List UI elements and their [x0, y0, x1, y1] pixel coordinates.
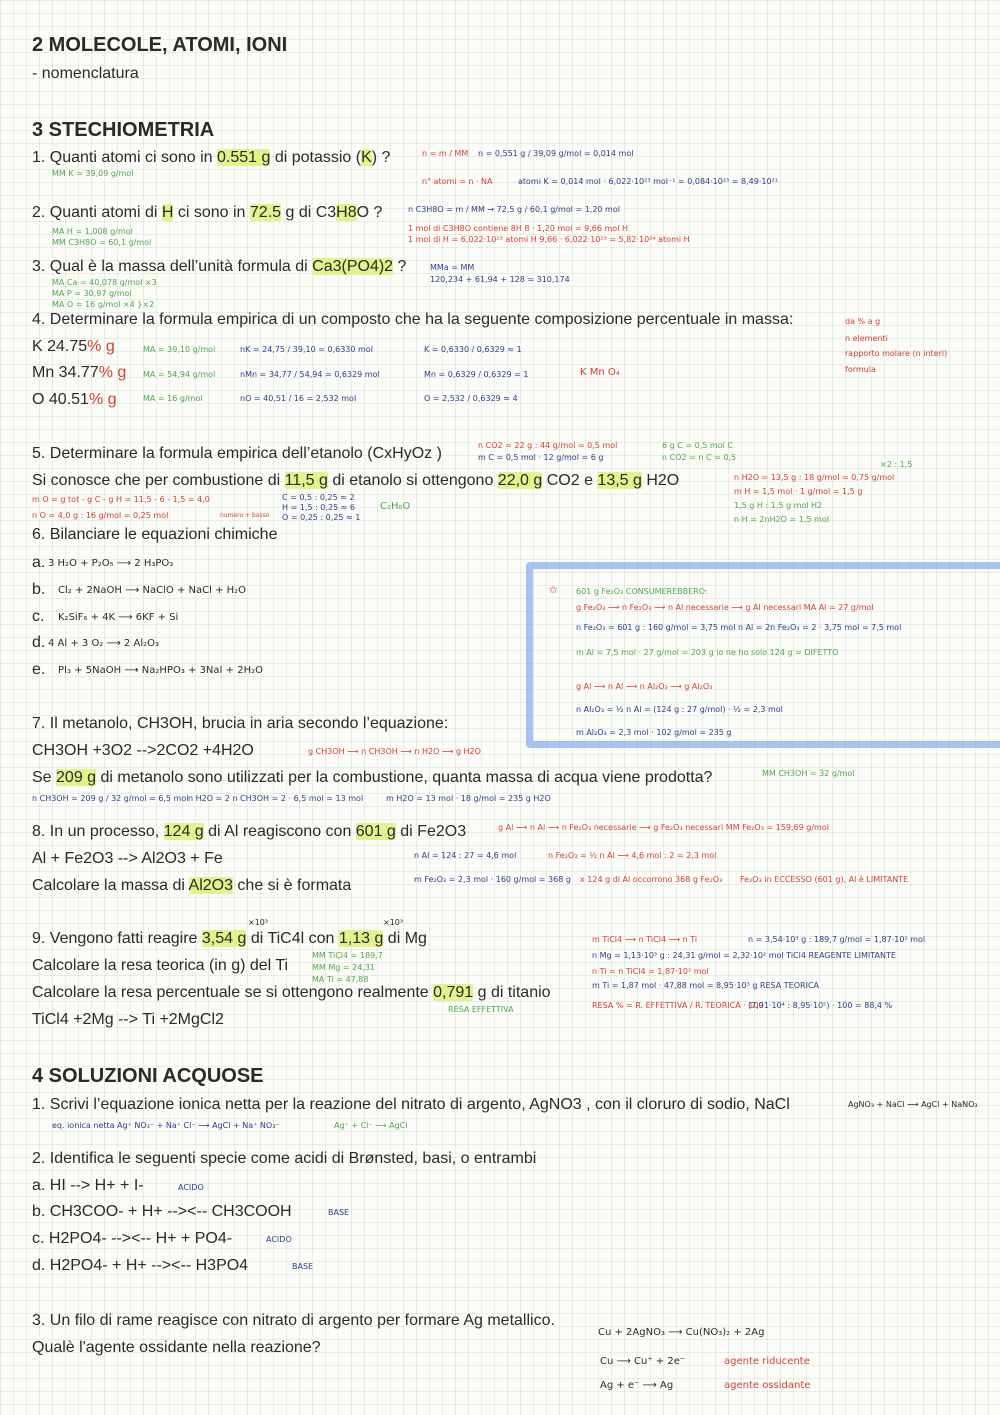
- q9-text-3: Calcolare la resa percentuale se si ottengono realmente 0,791 g di titanio: [32, 984, 551, 1001]
- q6-label-b: b.: [32, 581, 46, 598]
- q2-note: n C3H8O = m / MM → 72,5 g / 60,1 g/mol = 1,20 mol: [408, 205, 620, 214]
- q5-note: m O = g tot - g C - g H = 11,5 - 6 - 1,5 = 4,0: [32, 495, 210, 504]
- q4-note: MA = 39,10 g/mol: [143, 345, 216, 354]
- q7-text: 7. Il metanolo, CH3OH, brucia in aria secondo l’equazione:: [32, 715, 449, 732]
- q9-text-2: Calcolare la resa teorica (in g) del Ti: [32, 957, 289, 974]
- q2-note: MM C3H8O = 60,1 g/mol: [52, 238, 152, 247]
- q8-note: n Al = 124 : 27 = 4,6 mol: [414, 851, 517, 860]
- q9-note: n Ti = n TiCl4 = 1,87·10² mol: [592, 967, 709, 976]
- q6-equation-d: 4 Al + 3 O₂ ⟶ 2 Al₂O₃: [48, 638, 160, 649]
- q9-note: ×10³: [248, 918, 269, 927]
- q9-note: RESA % = R. EFFETTIVA / R. TEORICA · 100: [592, 1001, 764, 1010]
- q6-equation-c: K₂SiF₆ + 4K ⟶ 6KF + Si: [58, 612, 179, 623]
- q6-equation-a: 3 H₂O + P₂O₅ ⟶ 2 H₃PO₃: [48, 558, 174, 569]
- q5-note: ×2 : 1,5: [880, 460, 913, 469]
- q4-k: K 24.75% g: [32, 338, 115, 355]
- q9-note: RESA EFFETTIVA: [448, 1005, 514, 1014]
- s4-q2-c: c. H2PO4- --><-- H+ + PO4-: [32, 1230, 233, 1247]
- s4-q2-text: 2. Identifica le seguenti specie come acidi di Brønsted, basi, o entrambi: [32, 1150, 537, 1167]
- s4-q2-b: b. CH3COO- + H+ --><-- CH3COOH: [32, 1203, 292, 1220]
- q5-note: m C = 0,5 mol · 12 g/mol = 6 g: [478, 453, 604, 462]
- q9-note: MA Ti = 47,88: [312, 975, 369, 984]
- q5-note: m H = 1,5 mol · 1 g/mol = 1,5 g: [734, 487, 863, 496]
- s4-q3-note: agente riducente: [724, 1356, 810, 1367]
- q1-text: 1. Quanti atomi ci sono in 0.551 g di potassio (K) ?: [32, 149, 391, 166]
- q4-note: nO = 40,51 / 16 = 2,532 mol: [240, 394, 357, 403]
- s4-q2-tag: ACIDO: [178, 1183, 204, 1192]
- q5-text: 5. Determinare la formula empirica dell’etanolo (CxHyOz ): [32, 445, 442, 462]
- q7-note: g CH3OH ⟶ n CH3OH ⟶ n H2O ⟶ g H2O: [308, 747, 481, 756]
- s4-q3-note: Ag + e⁻ ⟶ Ag: [600, 1380, 674, 1391]
- s4-q2-a: a. HI --> H+ + I-: [32, 1177, 144, 1194]
- s4-q1-note: Ag⁺ + Cl⁻ ⟶ AgCl: [334, 1121, 408, 1130]
- q7-note: MM CH3OH = 32 g/mol: [762, 769, 855, 778]
- s4-q1-text: 1. Scrivi l’equazione ionica netta per la reazione del nitrato di argento, AgNO3 , con il cloruro di sodio, NaCl: [32, 1096, 790, 1113]
- q9-note: ×10³: [383, 918, 404, 927]
- section-2-subtitle: - nomenclatura: [32, 65, 139, 82]
- box-note: g Fe₂O₃ ⟶ n Fe₂O₃ ⟶ n Al necessarie ⟶ g Al necessari MA Al = 27 g/mol: [576, 603, 874, 612]
- q9-note: n Mg = 1,13·10³ g : 24,31 g/mol = 2,32·10² mol TiCl4 REAGENTE LIMITANTE: [592, 951, 896, 960]
- q4-side-note: n elementi: [845, 334, 888, 343]
- s4-q2-tag: ACIDO: [266, 1235, 292, 1244]
- q4-o: O 40.51% g: [32, 391, 117, 408]
- q4-side-note: formula: [845, 365, 876, 374]
- box-note: m Al = 7,5 mol · 27 g/mol = 203 g io ne ho solo 124 g = DIFETTO: [576, 648, 839, 657]
- q9-note: m Ti = 1,87 mol · 47,88 mol = 8,95·10³ g RESA TEORICA: [592, 981, 820, 990]
- box-note: n Al₂O₃ = ½ n Al = (124 g : 27 g/mol) · ½ = 2,3 mol: [576, 705, 783, 714]
- q4-note: MA = 16 g/mol: [143, 394, 203, 403]
- q4-note: O = 2,532 / 0,6329 ≈ 4: [424, 394, 518, 403]
- box-note: n Fe₂O₃ = 601 g : 160 g/mol = 3,75 mol n Al = 2n Fe₂O₃ = 2 · 3,75 mol = 7,5 mol: [576, 623, 902, 632]
- q4-note: K = 0,6330 / 0,6329 ≈ 1: [424, 345, 522, 354]
- q3-note: MA Ca = 40,078 g/mol ×3: [52, 278, 157, 287]
- s4-q2-d: d. H2PO4- + H+ --><-- H3PO4: [32, 1257, 249, 1274]
- q1-note: n = 0,551 g / 39,09 g/mol = 0,014 mol: [478, 149, 634, 158]
- q3-text: 3. Qual è la massa dell’unità formula di Ca3(PO4)2 ?: [32, 258, 407, 275]
- q8-text-2: Calcolare la massa di Al2O3 che si è formata: [32, 877, 352, 894]
- q4-mn: Mn 34.77% g: [32, 364, 127, 381]
- q8-note: x 124 g di Al occorrono 368 g Fe₂O₃: [580, 875, 723, 884]
- q6-label-e: e.: [32, 661, 46, 678]
- q9-note: (7,91·10⁴ : 8,95·10⁵) · 100 = 88,4 %: [748, 1001, 893, 1010]
- q6-label-c: c.: [32, 608, 45, 625]
- star-icon: ✩: [549, 585, 558, 596]
- q6-label-d: d.: [32, 634, 46, 651]
- q6-equation-b: Cl₂ + 2NaOH ⟶ NaClO + NaCl + H₂O: [58, 585, 247, 596]
- q5-note: 1,5 g H : 1,5 g mol H2: [734, 501, 823, 510]
- s4-q2-tag: BASE: [292, 1262, 314, 1271]
- q5-note: n CO2 = 22 g : 44 g/mol = 0,5 mol: [478, 441, 618, 450]
- q3-note: MA O = 16 g/mol ×4 }×2: [52, 300, 155, 309]
- q5-note: O = 0,25 : 0,25 ≈ 1: [282, 513, 361, 522]
- q2-note: MA H = 1,008 g/mol: [52, 227, 133, 236]
- q6-label-a: a.: [32, 554, 46, 571]
- q9-equation: TiCl4 +2Mg --> Ti +2MgCl2: [32, 1011, 224, 1028]
- q5-note: n H = 2nH2O = 1,5 mol: [734, 515, 829, 524]
- q4-note: MA = 54,94 g/mol: [143, 370, 216, 379]
- q1-note: MM K = 39,09 g/mol: [52, 169, 134, 178]
- q5-result: C₂H₆O: [380, 501, 411, 512]
- q4-side-note: rapporto molare (n interi): [845, 349, 948, 358]
- q4-text: 4. Determinare la formula empirica di un composto che ha la seguente composizione percentuale in massa:: [32, 311, 794, 328]
- q5-note: numero + basso: [220, 512, 270, 519]
- q5-text-2: Si conosce che per combustione di 11,5 g di etanolo si ottengono 22,0 g CO2 e 13,5 g H2O: [32, 472, 680, 489]
- q9-note: MM Mg = 24,31: [312, 963, 376, 972]
- q4-note: Mn = 0,6329 / 0,6329 = 1: [424, 370, 529, 379]
- s4-q1-note: eq. ionica netta Ag⁺ NO₃⁻ + Na⁺ Cl⁻ ⟶ AgCl + Na⁺ NO₃⁻: [52, 1121, 280, 1130]
- s4-q3-note: agente ossidante: [724, 1380, 811, 1391]
- q2-note: 1 mol di H = 6,022·10²³ atomi H 9,66 · 6,022·10²³ = 5,82·10²⁴ atomi H: [408, 235, 690, 244]
- section-4-title: 4 SOLUZIONI ACQUOSE: [32, 1065, 264, 1087]
- s4-q3-text-2: Qualè l'agente ossidante nella reazione?: [32, 1339, 321, 1356]
- q7-text-2: Se 209 g di metanolo sono utilizzati per la combustione, quanta massa di acqua viene prodotta?: [32, 769, 713, 786]
- q5-note: n O = 4,0 g : 16 g/mol = 0,25 mol: [32, 511, 169, 520]
- q8-note: n Fe₂O₃ = ½ n Al ⟶ 4,6 mol : 2 = 2,3 mol: [548, 851, 717, 860]
- s4-q3-note: Cu + 2AgNO₃ ⟶ Cu(NO₃)₂ + 2Ag: [598, 1327, 765, 1338]
- q5-note: C = 0,5 : 0,25 ≈ 2: [282, 493, 355, 502]
- q8-equation: Al + Fe2O3 --> Al2O3 + Fe: [32, 850, 223, 867]
- q8-note: Fe₂O₃ in ECCESSO (601 g), Al è LIMITANTE: [740, 875, 909, 884]
- q5-note: H = 1,5 : 0,25 ≈ 6: [282, 503, 355, 512]
- section-2-title: 2 MOLECOLE, ATOMI, IONI: [32, 34, 288, 56]
- q6-equation-e: PI₃ + 5NaOH ⟶ Na₂HPO₃ + 3NaI + 2H₂O: [58, 665, 263, 676]
- q9-note: n = 3,54·10³ g : 189,7 g/mol = 1,87·10² mol: [748, 935, 926, 944]
- q5-note: n H2O = 13,5 g : 18 g/mol = 0,75 g/mol: [734, 473, 895, 482]
- q8-note: g Al ⟶ n Al ⟶ n Fe₂O₃ necessarie ⟶ g Fe₂O₃ necessari MM Fe₂O₃ = 159,69 g/mol: [498, 823, 829, 832]
- s4-q3-text: 3. Un filo di rame reagisce con nitrato di argento per formare Ag metallico.: [32, 1312, 555, 1329]
- q9-note: MM TiCl4 = 189,7: [312, 951, 383, 960]
- q5-note: 6 g C = 0,5 mol C: [662, 441, 733, 450]
- q9-note: m TiCl4 ⟶ n TiCl4 ⟶ n Ti: [592, 935, 698, 944]
- q8-text: 8. In un processo, 124 g di Al reagiscono con 601 g di Fe2O3: [32, 823, 467, 840]
- q7-note: m H2O = 13 mol · 18 g/mol = 235 g H2O: [386, 794, 551, 803]
- box-note: g Al ⟶ n Al ⟶ n Al₂O₃ ⟶ g Al₂O₃: [576, 682, 713, 691]
- q5-note: n CO2 = n C = 0,5: [662, 453, 737, 462]
- q3-note: MA P = 30,97 g/mol: [52, 289, 132, 298]
- q4-result: K Mn O₄: [580, 367, 620, 378]
- s4-q3-note: Cu ⟶ Cu⁺ + 2e⁻: [600, 1356, 686, 1367]
- q6-text: 6. Bilanciare le equazioni chimiche: [32, 526, 278, 543]
- q7-note: n H2O = 2 n CH3OH = 2 · 6,5 mol = 13 mol: [188, 794, 364, 803]
- q3-note: 120,234 + 61,94 + 128 = 310,174: [430, 275, 570, 284]
- q7-note: n CH3OH = 209 g / 32 g/mol = 6,5 mol: [32, 794, 189, 803]
- q3-note: MMa = MM: [430, 263, 475, 272]
- q1-note: atomi K = 0,014 mol · 6,022·10²³ mol⁻¹ = 0,084·10²³ = 8,49·10²¹: [518, 177, 778, 186]
- q4-note: nK = 24,75 / 39,10 = 0,6330 mol: [240, 345, 373, 354]
- q4-note: nMn = 34,77 / 54,94 = 0,6329 mol: [240, 370, 380, 379]
- s4-q1-note: AgNO₃ + NaCl ⟶ AgCl + NaNO₃: [848, 1100, 978, 1109]
- q1-note: n° atomi = n · NA: [422, 177, 493, 186]
- box-note: m Al₂O₃ = 2,3 mol · 102 g/mol = 235 g: [576, 728, 732, 737]
- q4-side-note: da % a g: [845, 317, 881, 326]
- section-3-title: 3 STECHIOMETRIA: [32, 119, 215, 141]
- box-note: 601 g Fe₂O₃ CONSUMEREBBERO:: [576, 587, 708, 596]
- q8-note: m Fe₂O₃ = 2,3 mol · 160 g/mol = 368 g: [414, 875, 571, 884]
- q9-text: 9. Vengono fatti reagire 3,54 g di TiC4l con 1,13 g di Mg: [32, 930, 427, 947]
- q1-note: n = m / MM: [422, 149, 469, 158]
- q2-text: 2. Quanti atomi di H ci sono in 72.5 g di C3H8O ?: [32, 204, 383, 221]
- q7-equation: CH3OH +3O2 -->2CO2 +4H2O: [32, 742, 254, 759]
- s4-q2-tag: BASE: [328, 1208, 350, 1217]
- q2-note: 1 mol di C3H8O contiene 8H 8 · 1,20 mol = 9,66 mol H: [408, 224, 628, 233]
